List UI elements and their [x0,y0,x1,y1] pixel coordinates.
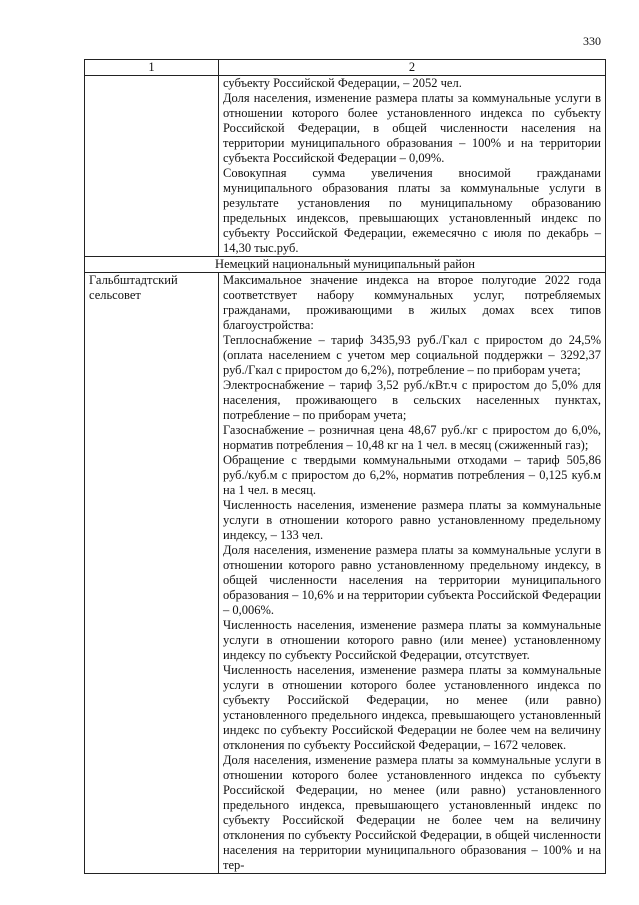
paragraph: Численность населения, изменение размера платы за коммунальные услуги в отношении которого равно (или менее) установленному индексу по субъекту Российской Федерации, отсутствует. [223,618,601,662]
paragraph: Теплоснабжение – тариф 3435,93 руб./Гкал с приростом до 24,5% (оплата населением с учетом мер социальной поддержки – 3292,37 руб./Гкал с приростом до 6,2%), потребление – по приборам учета; [223,333,601,377]
municipality-name-cell [85,76,219,257]
district-row [85,257,606,273]
paragraph: Численность населения, изменение размера платы за коммунальные услуги в отношении которого более установленного индекса по субъекту Российской Федерации, но менее (или равно) установленного предельного индекса, превышающего установленный индекс по субъекту Российской Федерации не более чем на величину отклонения по субъекту Российской Федерации, – 1672 человек. [223,663,601,752]
district-title: Немецкий национальный муниципальный район [85,257,606,273]
header-col-2: 2 [219,60,606,76]
paragraph: Доля населения, изменение размера платы за коммунальные услуги в отношении которого более установленного индекса по субъекту Российской Федерации, в общей численности населения на территории муниципального образования – 100% и на территории субъекта Российской Федерации – 0,09%. [223,91,601,165]
paragraph: субъекту Российской Федерации, – 2052 чел. [223,76,462,90]
paragraph: Электроснабжение – тариф 3,52 руб./кВт.ч с приростом до 5,0% для населения, проживающего в сельских населенных пунктах, потребление – по приборам учета; [223,378,601,422]
paragraph: Газоснабжение – розничная цена 48,67 руб./кг с приростом до 6,0%, норматив потребления – 10,48 кг на 1 чел. в месяц (сжиженный газ); [223,423,601,452]
header-col-1: 1 [85,60,219,76]
paragraph: Обращение с твердыми коммунальными отходами – тариф 505,86 руб./куб.м с приростом до 6,2%, норматив потребления – 0,125 куб.м на 1 чел. в месяц. [223,453,601,497]
description-cell [219,273,606,874]
table-row [85,76,606,257]
paragraph: Численность населения, изменение размера платы за коммунальные услуги в отношении которого равно установленному предельному индексу, – 133 чел. [223,498,601,542]
table-row [85,273,606,874]
document-table [84,59,606,874]
description-cell [219,76,606,257]
table-header-row [85,60,606,76]
municipality-name-cell: Гальбштадтский сельсовет [85,273,219,874]
paragraph: Доля населения, изменение размера платы за коммунальные услуги в отношении которого равно установленному предельному индексу, в общей численности населения на территории муниципального образования – 10,6% и на территории субъекта Российской Федерации – 0,006%. [223,543,601,617]
page-number: 330 [583,34,601,48]
paragraph: Доля населения, изменение размера платы за коммунальные услуги в отношении которого более установленного индекса по субъекту Российской Федерации, но менее (или равно) установленного предельного индекса, превышающего установленный индекс по субъекту Российской Федерации не более чем на величину отклонения по субъекту Российской Федерации, в общей численности населения на территории муниципального образования – 100% и на тер- [223,753,601,872]
paragraph: Совокупная сумма увеличения вносимой гражданами муниципального образования платы за коммунальные услуги в результате установления по муниципальному образованию предельных индексов, превышающих установленный индекс по субъекту Российской Федерации, ежемесячно с июля по декабрь – 14,30 тыс.руб. [223,166,601,255]
paragraph: Максимальное значение индекса на второе полугодие 2022 года соответствует набору коммунальных услуг, потребляемых гражданами, проживающими в жилых домах всех типов благоустройства: [223,273,601,332]
